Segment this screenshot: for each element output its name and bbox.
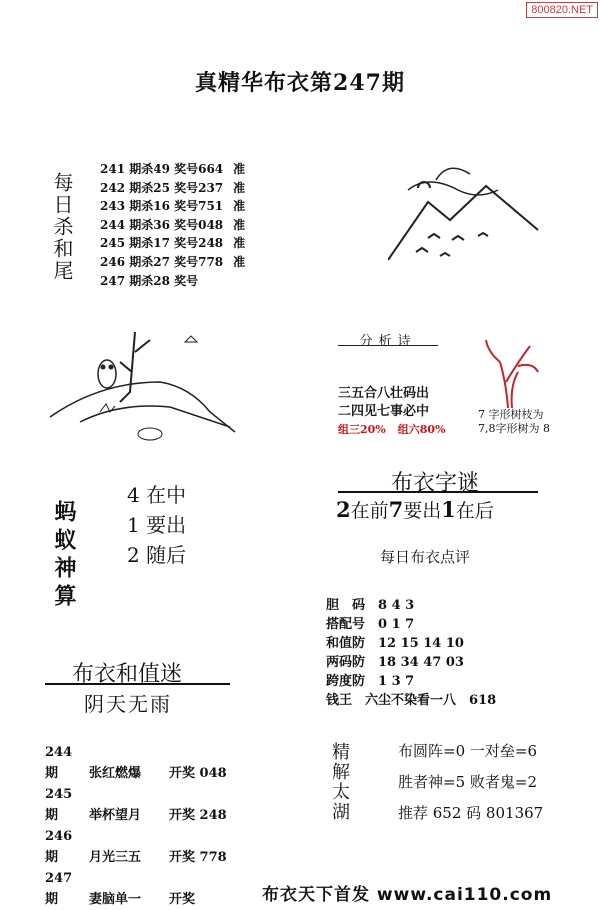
list-item: 1 要出 (127, 513, 187, 537)
list-item: 246 期 月光三五 开奖 778 (45, 829, 227, 865)
hezhi-riddle-list (45, 742, 227, 910)
tree-note: 7 字形树枝为 7,8字形树为 8 (478, 408, 550, 435)
list-item: 247 期 妻脑单一 开奖 (45, 871, 196, 907)
footer-credit: 布衣天下首发 www.cai110.com (262, 885, 553, 905)
divider (338, 491, 538, 493)
hezhi-riddle-title: 布衣和值迷 (72, 662, 183, 687)
list-item: 布圆阵=0 一对垒=6 (398, 742, 537, 760)
list-item: 搭配号 0 1 7 (326, 617, 415, 632)
list-item: 钱王 六尘不染看一八 618 (326, 693, 497, 708)
poem-line-2: 二四见七事必中 (338, 404, 430, 419)
list-item: 247 期杀28 奖号 (100, 273, 199, 288)
divider (45, 683, 230, 685)
list-item: 246 期杀27 奖号778 准 (100, 254, 246, 269)
hezhi-riddle-answer: 阴天无雨 (84, 692, 172, 716)
daily-kill-label: 每日杀和尾 (50, 172, 74, 282)
list-item: 胜者神=5 败者鬼=2 (398, 773, 537, 791)
mountain-drawing (388, 160, 553, 270)
poem-percentages: 组三20% 组六80% (338, 423, 446, 436)
tree-sketch (478, 332, 548, 410)
site-watermark: 800820.NET (526, 2, 598, 18)
list-item: 242 期杀25 奖号237 准 (100, 180, 246, 195)
analysis-poem (338, 385, 458, 439)
list-item: 2 随后 (127, 543, 187, 567)
buyi-riddle-title: 布衣字谜 (390, 471, 479, 496)
list-item: 和值防 12 15 14 10 (326, 636, 464, 651)
list-item: 245 期 举杯望月 开奖 248 (45, 787, 227, 823)
page-title: 真精华布衣第247期 (195, 70, 405, 96)
daily-review-list (326, 596, 496, 710)
owl-tree-drawing (40, 322, 240, 450)
list-item: 244 期杀36 奖号048 准 (100, 217, 246, 232)
list-item: 跨度防 1 3 7 (326, 674, 415, 689)
list-item: 241 期杀49 奖号664 准 (100, 162, 246, 176)
list-item: 两码防 18 34 47 03 (326, 655, 464, 670)
taihu-lines (398, 736, 543, 829)
divider (338, 345, 438, 346)
ant-label: 蚂蚁神算 (51, 500, 76, 612)
list-item: 胆 码 8 4 3 (326, 598, 415, 613)
poem-line-1: 三五合八壮码出 (338, 386, 430, 401)
analysis-poem-title: 分析诗 (359, 334, 417, 349)
list-item: 推荐 652 码 801367 (398, 804, 544, 822)
list-item: 243 期杀16 奖号751 准 (100, 199, 246, 214)
daily-kill-list (100, 160, 245, 290)
buyi-riddle-answer: 2在前7要出1在后 (336, 497, 494, 522)
ant-lines (127, 480, 186, 570)
list-item: 4 在中 (127, 483, 187, 507)
list-item: 244 期 张红燃爆 开奖 048 (45, 745, 227, 781)
taihu-label: 精解太湖 (329, 742, 350, 822)
list-item: 245 期杀17 奖号248 准 (100, 236, 246, 251)
daily-review-title: 每日布衣点评 (380, 548, 471, 566)
